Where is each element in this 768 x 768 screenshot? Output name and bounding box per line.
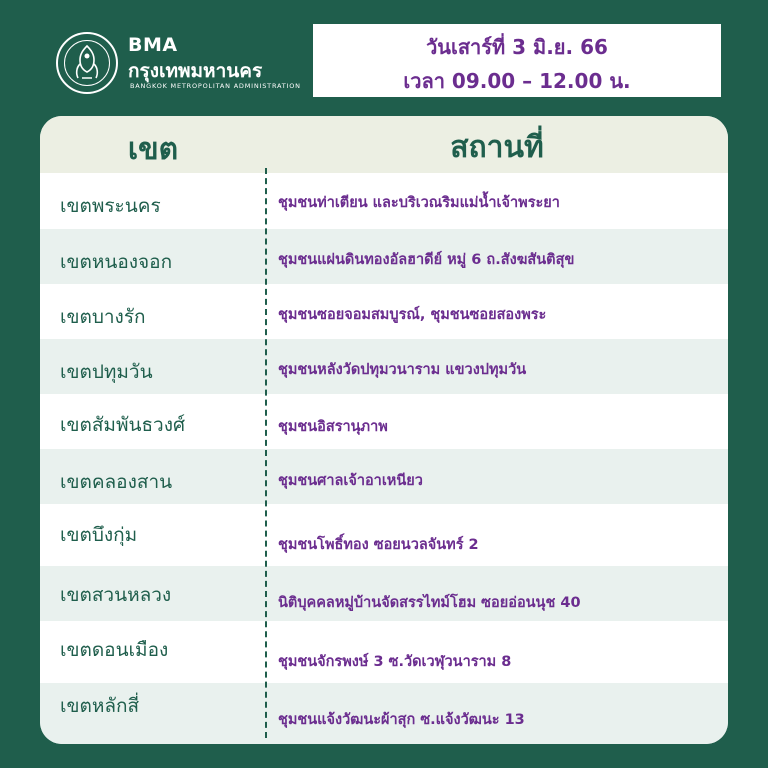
bma-seal-icon	[56, 32, 118, 94]
table-row	[40, 394, 728, 449]
table-row	[40, 566, 728, 621]
column-divider	[265, 168, 267, 738]
place-cell: ชุมชนจักรพงษ์ 3 ซ.วัดเวฬุวนาราม 8	[278, 654, 512, 670]
date-box	[313, 24, 721, 97]
place-cell: ชุมชนโพธิ์ทอง ซอยนวลจันทร์ 2	[278, 537, 479, 553]
table-header	[40, 116, 728, 173]
zone-cell: เขตบึงกุ่ม	[60, 524, 138, 546]
place-cell: ชุมชนแผ่นดินทองอัลฮาดีย์ หมู่ 6 ถ.สังฆสันติสุข	[278, 252, 575, 268]
place-cell: นิติบุคคลหมู่บ้านจัดสรรไทม์โฮม ซอยอ่อนนุช 40	[278, 595, 581, 611]
logo-english-name: BANGKOK METROPOLITAN ADMINISTRATION	[130, 82, 301, 90]
schedule-table	[40, 116, 728, 744]
place-cell: ชุมชนท่าเตียน และบริเวณริมแม่น้ำเจ้าพระยา	[278, 195, 560, 211]
table-row	[40, 339, 728, 394]
event-date: วันเสาร์ที่ 3 มิ.ย. 66	[426, 35, 608, 59]
bma-logo	[56, 30, 301, 96]
table-row	[40, 284, 728, 339]
place-cell: ชุมชนหลังวัดปทุมวนาราม แขวงปทุมวัน	[278, 362, 527, 378]
table-row	[40, 173, 728, 229]
place-cell: ชุมชนศาลเจ้าอาเหนียว	[278, 473, 423, 489]
logo-title: BMA	[128, 34, 178, 56]
zone-cell: เขตสวนหลวง	[60, 584, 172, 606]
column-header-zone: เขต	[127, 132, 179, 167]
place-cell: ชุมชนแจ้งวัฒนะผ้าสุก ซ.แจ้งวัฒนะ 13	[278, 712, 525, 728]
zone-cell: เขตพระนคร	[60, 195, 161, 217]
table-row	[40, 621, 728, 683]
zone-cell: เขตดอนเมือง	[60, 639, 169, 661]
table-row	[40, 229, 728, 284]
table-row	[40, 449, 728, 504]
logo-thai-name: กรุงเทพมหานคร	[128, 60, 263, 82]
place-cell: ชุมชนอิสรานุภาพ	[278, 419, 388, 435]
table-row	[40, 504, 728, 566]
zone-cell: เขตหนองจอก	[60, 251, 173, 273]
zone-cell: เขตบางรัก	[60, 306, 146, 328]
table-row	[40, 683, 728, 744]
zone-cell: เขตหลักสี่	[60, 695, 140, 717]
column-header-place: สถานที่	[450, 130, 544, 165]
event-time: เวลา 09.00 – 12.00 น.	[403, 69, 631, 93]
zone-cell: เขตคลองสาน	[60, 471, 173, 493]
zone-cell: เขตสัมพันธวงศ์	[60, 414, 186, 436]
zone-cell: เขตปทุมวัน	[60, 361, 153, 383]
place-cell: ชุมชนซอยจอมสมบูรณ์, ชุมชนซอยสองพระ	[278, 307, 547, 323]
